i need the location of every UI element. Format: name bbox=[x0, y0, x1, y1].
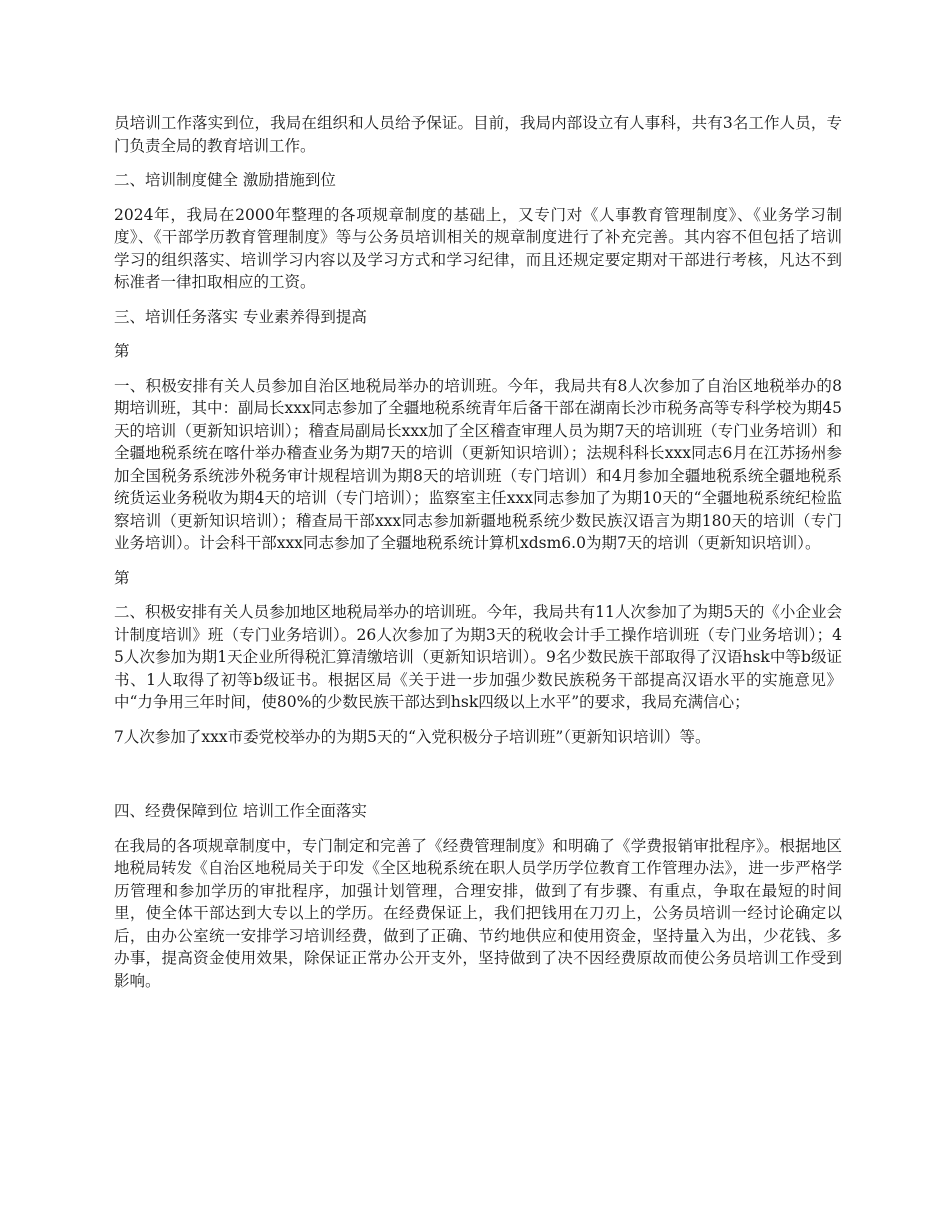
ordinal-marker-1: 第 bbox=[114, 342, 130, 360]
ordinal-marker-2: 第 bbox=[114, 568, 130, 587]
paragraph-party-school: 7人次参加了xxx市委党校举办的为期5天的“入党积极分子培训班”（更新知识培训）等。 bbox=[114, 727, 711, 746]
paragraph-regional-training: 一、积极安排有关人员参加自治区地税局举办的培训班。今年，我局共有8人次参加了自治区地税举办的8期培训班，其中：副局长xxx同志参加了全疆地税系统青年后备干部在湖南长沙市税务高等专科学校为期45天的培训（更新知识培训）；稽查局副局长xxx加了全区稽查审理人员为期7天的培训班（专门业务培训）和全疆地税系统在喀什举办稽查业务为期7天的培训（更新知识培训）；法规科科长xxx同志6月在江苏扬州参加全国税务系统涉外税务审计规程培训为期8天的培训班（专门培训）和4月参加全疆地税系统全疆地税系统货运业务税收为期4天的培训（专门培训）；监察室主任xxx同志参加了为期10天的“全疆地税系统纪检监察培训（更新知识培训）；稽查局干部xxx同志参加新疆地税系统少数民族汉语言为期180天的培训（专门业务培训）。计会科干部xxx同志参加了全疆地税系统计算机xdsm6.0为期7天的培训（更新知识培训）。 bbox=[114, 376, 842, 552]
heading-section-3: 三、培训任务落实 专业素养得到提高 bbox=[114, 307, 367, 326]
document-body bbox=[114, 112, 842, 1004]
paragraph-funding: 在我局的各项规章制度中，专门制定和完善了《经费管理制度》和明确了《学费报销审批程序》。根据地区地税局转发《自治区地税局关于印发《全区地税系统在职人员学历学位教育工作管理办法》，进一步严格学历管理和参加学历的审批程序，加强计划管理，合理安排，做到了有步骤、有重点，争取在最短的时间里，使全体干部达到大专以上的学历。在经费保证上，我们把钱用在刀刃上，公务员培训一经讨论确定以后，由办公室统一安排学习培训经费，做到了正确、节约地供应和使用资金，坚持量入为出，少花钱、多办事，提高资金使用效果，除保证正常办公开支外，坚持做到了决不因经费原故而使公务员培训工作受到影响。 bbox=[114, 836, 842, 990]
section-spacer bbox=[114, 760, 842, 800]
paragraph-staffing: 员培训工作落实到位，我局在组织和人员给予保证。目前，我局内部设立有人事科，共有3名工作人员，专门负责全局的教育培训工作。 bbox=[114, 114, 842, 155]
paragraph-regulations: 2024年，我局在2000年整理的各项规章制度的基础上，又专门对《人事教育管理制度》、《业务学习制度》、《干部学历教育管理制度》等与公务员培训相关的规章制度进行了补充完善。其内容不但包括了培训学习的组织落实、培训学习内容以及学习方式和学习纪律，而且还规定要定期对干部进行考核，凡达不到标准者一律扣取相应的工资。 bbox=[114, 205, 842, 291]
paragraph-district-training: 二、积极安排有关人员参加地区地税局举办的培训班。今年，我局共有11人次参加了为期5天的《小企业会计制度培训》班（专门业务培训）。26人次参加了为期3天的税收会计手工操作培训班（专门业务培训）；45人次参加为期1天企业所得税汇算清缴培训（更新知识培训）。9名少数民族干部取得了汉语hsk中等b级证书、1人取得了初等b级证书。根据区局《关于进一步加强少数民族税务干部提高汉语水平的实施意见》中“力争用三年时间，使80%的少数民族干部达到hsk四级以上水平”的要求，我局充满信心； bbox=[114, 603, 842, 711]
heading-section-2: 二、培训制度健全 激励措施到位 bbox=[114, 171, 336, 189]
heading-section-4: 四、经费保障到位 培训工作全面落实 bbox=[114, 802, 367, 820]
